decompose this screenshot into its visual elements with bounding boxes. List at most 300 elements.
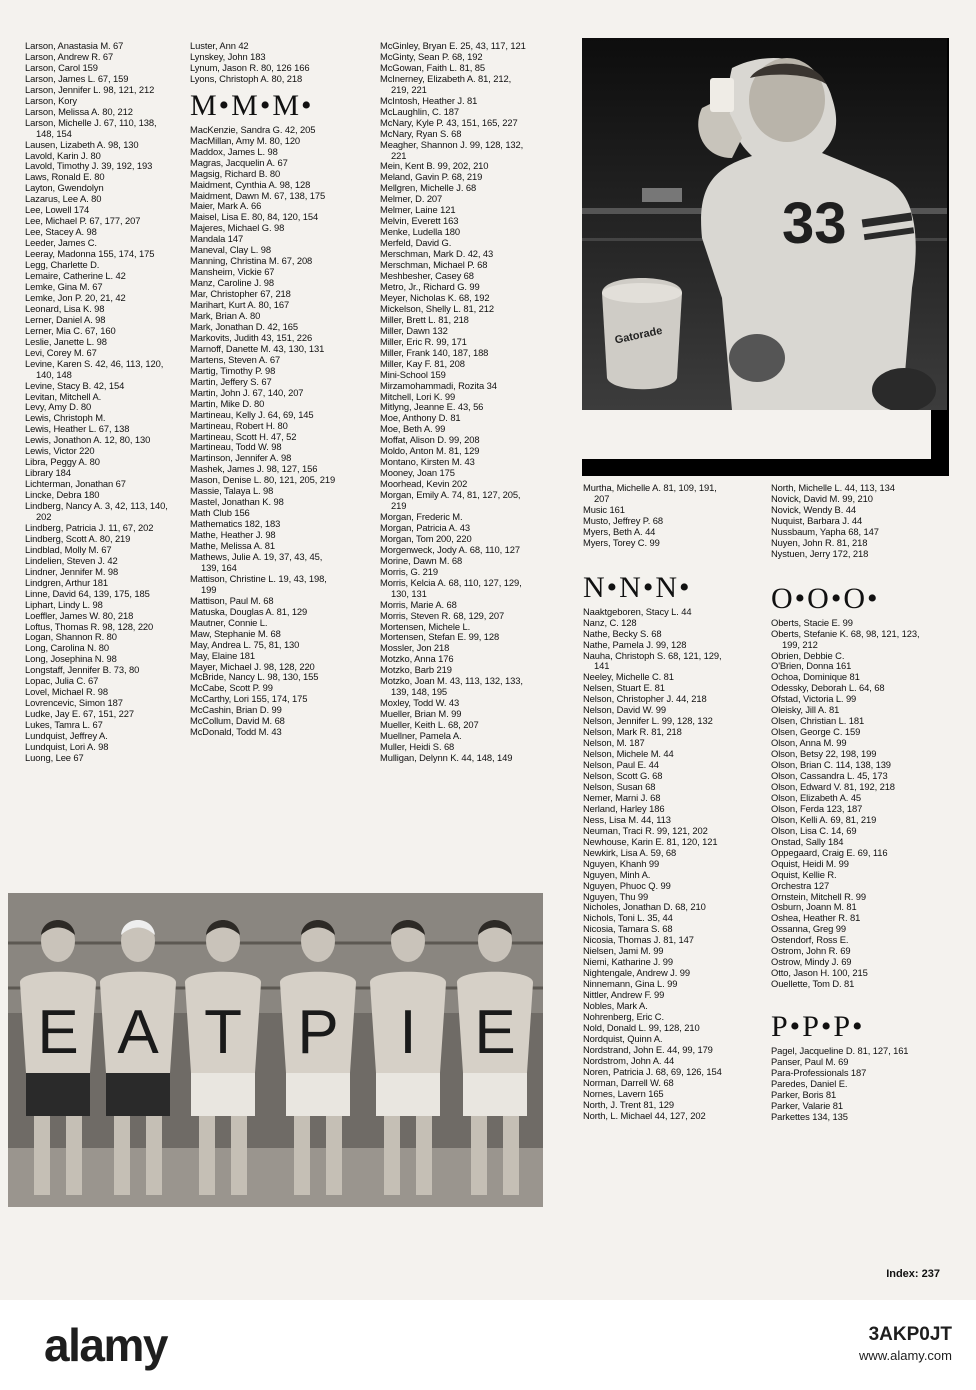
index-entry: Para-Professionals 187 [771,1066,867,1078]
index-entry: Metro, Jr., Richard G. 99 [380,280,480,292]
index-entry: Panser, Paul M. 69 [771,1056,849,1068]
index-entry: Martineau, Robert H. 80 [190,419,288,431]
index-entry: Nathe, Pamela J. 99, 128 [583,638,687,650]
index-entry: Leonard, Lisa K. 98 [25,302,105,314]
index-entry: Larson, Andrew R. 67 [25,50,114,62]
index-entry: Nelsen, Stuart E. 81 [583,682,665,694]
index-entry: Ostrom, John R. 69 [771,945,851,957]
index-entry: Paredes, Daniel E. [771,1077,848,1089]
index-entry: Lindberg, Patricia J. 11, 67, 202 [25,521,154,533]
index-entry: Ninnemann, Gina L. 99 [583,978,678,990]
index-entry: Mathematics 182, 183 [190,518,281,530]
index-entry: Melvin, Everett 163 [380,215,459,227]
index-entry: Mueller, Keith L. 68, 207 [380,719,479,731]
index-entry: May, Elaine 181 [190,649,256,661]
index-entry: Noren, Patricia J. 68, 69, 126, 154 [583,1065,722,1077]
index-entry: Olson, Ferda 123, 187 [771,802,863,814]
index-column-3 [380,41,580,764]
index-entry: Martinson, Jennifer A. 98 [190,452,292,464]
index-entry: Mansheim, Vickie 67 [190,266,275,278]
index-entry: Myers, Torey C. 99 [583,536,660,548]
index-entry: Lindberg, Nancy A. 3, 42, 113, 140, [25,500,168,512]
index-entry: Maidment, Cynthia A. 98, 128 [190,178,311,190]
index-entry: Nguyen, Phuoc Q. 99 [583,879,671,891]
index-entry: McDonald, Todd M. 43 [190,726,282,738]
index-entry: Lukes, Tamra L. 67 [25,719,103,731]
index-entry: Nornes, Lavern 165 [583,1087,664,1099]
chest-letter: I [399,998,417,1067]
page-footer: Index: 237 [886,1268,940,1280]
index-entry: Magras, Jacquelin A. 67 [190,156,288,168]
index-entry: Motzko, Barb 219 [380,664,452,676]
index-entry: Luong, Lee 67 [25,751,84,763]
index-entry: Orchestra 127 [771,879,830,891]
index-entry: Leslie, Janette L. 98 [25,335,107,347]
index-entry: Lerner, Daniel A. 98 [25,313,106,325]
index-entry: Nguyen, Minh A. [583,868,651,880]
index-entry: Neeley, Michelle C. 81 [583,671,674,683]
index-entry: Levy, Amy D. 80 [25,401,92,413]
index-entry: Mortensen, Michele L. [380,620,471,632]
index-entry: Olson, Cassandra L. 45, 173 [771,770,888,782]
index-entry: Martineau, Todd W. 98 [190,441,282,453]
index-entry: Nelson, Michele M. 44 [583,748,674,760]
index-entry: Levine, Karen S. 42, 46, 113, 120, [25,357,164,369]
index-entry: Maw, Stephanie M. 68 [190,627,281,639]
index-entry: Nobles, Mark A. [583,1000,648,1012]
index-entry: Miller, Frank 140, 187, 188 [380,346,489,358]
index-entry: Mirzamohammadi, Rozita 34 [380,379,497,391]
index-entry: McIntosh, Heather J. 81 [380,94,478,106]
index-entry: Parkettes 134, 135 [771,1110,848,1122]
index-entry: Nathe, Becky S. 68 [583,627,662,639]
index-entry: Logan, Shannon R. 80 [25,631,117,643]
index-entry: 221 [391,149,407,161]
index-entry: Mellgren, Michelle J. 68 [380,182,477,194]
index-entry: Neuman, Traci R. 99, 121, 202 [583,824,708,836]
index-entry: Pagel, Jacqueline D. 81, 127, 161 [771,1045,909,1057]
index-entry: Lindgren, Arthur 181 [25,576,108,588]
index-entry: Mitlyng, Jeanne E. 43, 56 [380,401,484,413]
index-entry: McCabe, Scott P. 99 [190,682,273,694]
football-player-photo [582,38,947,410]
index-entry: Martig, Timothy P. 98 [190,364,276,376]
cooler-label: Gatorade [613,324,664,347]
index-entry: Marnoff, Danette M. 43, 130, 131 [190,342,325,354]
index-entry: Lazarus, Lee A. 80 [25,193,102,205]
index-entry: Larson, James L. 67, 159 [25,72,129,84]
index-entry: Mickelson, Shelly L. 81, 212 [380,302,494,314]
index-entry: Mark, Brian A. 80 [190,310,261,322]
index-entry: Nicosia, Tamara S. 68 [583,923,673,935]
index-entry: Levitan, Mitchell A. [25,390,102,402]
index-entry: Morgan, Frederic M. [380,510,463,522]
index-entry: Moe, Beth A. 99 [380,423,446,435]
index-entry: Music 161 [583,503,625,515]
index-entry: North, J. Trent 81, 129 [583,1098,674,1110]
index-entry: Myers, Beth A. 44 [583,525,656,537]
index-entry: Merschman, Mark D. 42, 43 [380,248,494,260]
index-entry: McNary, Kyle P. 43, 151, 165, 227 [380,116,518,128]
index-entry: Levi, Corey M. 67 [25,346,97,358]
index-entry: Mashek, James J. 98, 127, 156 [190,463,318,475]
index-entry: McInerney, Elizabeth A. 81, 212, [380,72,512,84]
index-entry: Morgan, Emily A. 74, 81, 127, 205, [380,489,521,501]
index-entry: Nicholes, Jonathan D. 68, 210 [583,901,706,913]
index-entry: Larson, Carol 159 [25,61,98,73]
index-entry: Martin, Mike D. 80 [190,397,265,409]
index-entry: 199 [201,583,217,595]
index-entry: Majeres, Michael G. 98 [190,222,285,234]
index-entry: Moorhead, Kevin 202 [380,478,468,490]
index-entry: Ossanna, Greg 99 [771,923,847,935]
index-entry: Olson, Elizabeth A. 45 [771,791,862,803]
index-entry: Loeffler, James W. 80, 218 [25,609,134,621]
index-entry: Lincke, Debra 180 [25,489,100,501]
index-entry: Matuska, Douglas A. 81, 129 [190,605,308,617]
index-entry: Olson, Betsy 22, 198, 199 [771,748,877,760]
index-entry: Lindner, Jennifer M. 98 [25,565,119,577]
index-entry: Nelson, Paul E. 44 [583,759,659,771]
index-entry: Moldo, Anton M. 81, 129 [380,445,480,457]
index-entry: Nittler, Andrew F. 99 [583,989,665,1001]
section-header-p: P•P•P• [771,1010,865,1044]
index-column-2 [190,41,370,738]
index-entry: Lavold, Karin J. 80 [25,149,101,161]
index-entry: Nuquist, Barbara J. 44 [771,514,863,526]
index-entry: Meland, Gavin P. 68, 219 [380,171,483,183]
index-entry: Larson, Jennifer L. 98, 121, 212 [25,83,155,95]
index-entry: 148, 154 [36,127,72,139]
index-entry: Lewis, Heather L. 67, 138 [25,423,130,435]
eat-pie-group-photo [8,893,543,1207]
index-entry: Olsen, Christian L. 181 [771,715,865,727]
index-entry: Lemke, Jon P. 20, 21, 42 [25,291,126,303]
index-entry: Longstaff, Jennifer B. 73, 80 [25,664,140,676]
chest-letter: A [117,998,159,1067]
index-entry: Lindblad, Molly M. 67 [25,543,112,555]
index-entry: Long, Carolina N. 80 [25,642,109,654]
index-entry: McGinley, Bryan E. 25, 43, 117, 121 [380,40,526,51]
index-entry: Parker, Valarie 81 [771,1099,844,1111]
index-entry: Mautner, Connie L. [190,616,268,628]
index-entry: Nguyen, Khanh 99 [583,857,660,869]
index-entry: Oleisky, Jill A. 81 [771,704,840,716]
index-entry: Larson, Anastasia M. 67 [25,40,124,51]
index-entry: Oberts, Stefanie K. 68, 98, 121, 123, [771,627,920,639]
football-photo-illustration [582,38,947,410]
index-entry: Niemi, Katharine J. 99 [583,956,674,968]
index-entry: Nystuen, Jerry 172, 218 [771,547,869,559]
index-entry: Liphart, Lindy L. 98 [25,598,103,610]
index-entry: 139, 148, 195 [391,686,448,698]
index-entry: Ostendorf, Ross E. [771,934,849,946]
index-entry: Nightengale, Andrew J. 99 [583,967,690,979]
index-entry: Lee, Stacey A. 98 [25,226,97,238]
index-entry: McCarthy, Lori 155, 174, 175 [190,693,308,705]
index-entry: Morris, Steven R. 68, 129, 207 [380,609,505,621]
index-entry: Long, Josephina N. 98 [25,653,117,665]
index-entry: Moxley, Todd W. 43 [380,697,460,709]
index-entry: 219 [391,500,407,512]
index-entry: Markovits, Judith 43, 151, 226 [190,331,313,343]
index-entry: Mossler, Jon 218 [380,642,450,654]
index-entry: Lopac, Julia C. 67 [25,675,99,687]
index-entry: Meagher, Shannon J. 99, 128, 132, [380,138,524,150]
index-entry: 219, 221 [391,83,427,95]
index-entry: Manz, Caroline J. 98 [190,277,274,289]
index-entry: Lewis, Victor 220 [25,445,95,457]
index-entry: Morgan, Patricia A. 43 [380,521,471,533]
index-entry: Oshea, Heather R. 81 [771,912,861,924]
index-entry: Martineau, Kelly J. 64, 69, 145 [190,408,314,420]
index-entry: Mattison, Paul M. 68 [190,594,274,606]
index-entry: Oppegaard, Craig E. 69, 116 [771,846,888,858]
index-entry: Odessky, Deborah L. 64, 68 [771,682,885,694]
index-entry: Osburn, Joann M. 81 [771,901,857,913]
stock-image-id: 3AKP0JT [868,1324,952,1345]
index-entry: Nelson, David W. 99 [583,704,667,716]
index-entry: Martineau, Scott H. 47, 52 [190,430,297,442]
index-entry: Mein, Kent B. 99, 202, 210 [380,160,489,172]
index-entry: Loftus, Thomas R. 98, 128, 220 [25,620,154,632]
index-entry: Morgenweck, Jody A. 68, 110, 127 [380,543,520,555]
index-entry: Nordstrand, John E. 44, 99, 179 [583,1043,713,1055]
index-entry: McGinty, Sean P. 68, 192 [380,50,483,62]
index-entry: Meyer, Nicholas K. 68, 192 [380,291,490,303]
index-entry: Nold, Donald L. 99, 128, 210 [583,1021,700,1033]
index-entry: Library 184 [25,467,71,479]
index-entry: 139, 164 [201,561,237,573]
index-entry: Lausen, Lizabeth A. 98, 130 [25,138,139,150]
index-entry: Nauha, Christoph S. 68, 121, 129, [583,649,722,661]
index-entry: Mandala 147 [190,233,244,245]
section-header-m: M•M•M• [190,88,314,122]
index-entry: Mathe, Heather J. 98 [190,529,276,541]
stock-info [859,1324,952,1366]
index-entry: Miller, Brett L. 81, 218 [380,313,469,325]
chest-letter: T [204,998,242,1067]
index-entry: Mulligan, Delynn K. 44, 148, 149 [380,751,513,763]
index-entry: McGowan, Faith L. 81, 85 [380,61,485,73]
index-entry: Miller, Dawn 132 [380,324,448,336]
index-entry: Oquist, Heidi M. 99 [771,857,849,869]
index-entry: Leeder, James C. [25,237,97,249]
index-entry: Lerner, Mia C. 67, 160 [25,324,116,336]
index-entry: Norman, Darrell W. 68 [583,1076,674,1088]
index-entry: Nelson, Susan 68 [583,780,656,792]
index-entry: McBride, Nancy L. 98, 130, 155 [190,671,319,683]
index-entry: Mattison, Christine L. 19, 43, 198, [190,572,327,584]
index-entry: Nguyen, Thu 99 [583,890,649,902]
index-entry: Naaktgeboren, Stacy L. 44 [583,605,692,617]
index-entry: Layton, Gwendolyn [25,182,104,194]
index-entry: Lyons, Christoph A. 80, 218 [190,72,303,84]
index-entry: Lynum, Jason R. 80, 126 166 [190,61,310,73]
index-entry: Nelson, Jennifer L. 99, 128, 132 [583,715,713,727]
index-entry: Magsig, Richard B. 80 [190,167,281,179]
index-entry: Maier, Mark A. 66 [190,200,262,212]
index-entry: Morris, Kelcia A. 68, 110, 127, 129, [380,576,522,588]
index-entry: Mathe, Melissa A. 81 [190,540,276,552]
index-entry: Lee, Lowell 174 [25,204,90,216]
photo-frame-bar-bottom [582,459,949,476]
index-entry: Obrien, Debbie C. [771,649,845,661]
index-entry: Mooney, Joan 175 [380,467,455,479]
index-entry: Leeray, Madonna 155, 174, 175 [25,248,155,260]
index-entry: McCollum, David M. 68 [190,715,285,727]
index-entry: O'Brien, Donna 161 [771,660,852,672]
index-entry: 130, 131 [391,587,427,599]
index-entry: Morris, Marie A. 68 [380,598,457,610]
index-entry: Newkirk, Lisa A. 59, 68 [583,846,677,858]
index-entry: Nielsen, Jami M. 99 [583,945,664,957]
index-entry: Levine, Stacy B. 42, 154 [25,379,125,391]
index-entry: Ness, Lisa M. 44, 113 [583,813,671,825]
index-entry: Mortensen, Stefan E. 99, 128 [380,631,500,643]
index-entry: Lynskey, John 183 [190,50,266,62]
alamy-logo: alamy [44,1319,167,1371]
index-entry: Miller, Eric R. 99, 171 [380,335,467,347]
index-entry: Morris, G. 219 [380,565,438,577]
index-entry: Maddox, James L. 98 [190,145,278,157]
section-header-o: O•O•O• [771,581,880,615]
index-entry: Lee, Michael P. 67, 177, 207 [25,215,141,227]
index-entry: Mar, Christopher 67, 218 [190,288,291,300]
index-entry: Melmer, Laine 121 [380,204,456,216]
index-entry: Luster, Ann 42 [190,40,249,51]
index-entry: 140, 148 [36,368,72,380]
index-entry: 207 [594,492,610,504]
index-entry: Menke, Ludella 180 [380,226,461,238]
index-entry: Olson, Anna M. 99 [771,737,847,749]
index-entry: Nerland, Harley 186 [583,802,665,814]
index-entry: Mini-School 159 [380,368,446,380]
index-entry: Nordquist, Quinn A. [583,1032,663,1044]
index-entry: Ostrow, Mindy J. 69 [771,956,852,968]
index-entry: Morine, Dawn M. 68 [380,554,463,566]
index-entry: Merfeld, David G. [380,237,452,249]
index-entry: Larson, Michelle J. 67, 110, 138, [25,116,157,128]
index-entry: Martens, Steven A. 67 [190,353,281,365]
index-entry: Lichterman, Jonathan 67 [25,478,126,490]
index-entry: Lovrencevic, Simon 187 [25,697,123,709]
index-entry: Newhouse, Karin E. 81, 120, 121 [583,835,718,847]
index-entry: Math Club 156 [190,507,250,519]
chest-letter: E [474,998,516,1067]
index-entry: Oberts, Stacie E. 99 [771,616,853,628]
index-entry: May, Andrea L. 75, 81, 130 [190,638,300,650]
index-entry: Mitchell, Lori K. 99 [380,390,456,402]
index-entry: Motzko, Joan M. 43, 113, 132, 133, [380,675,523,687]
index-entry: Larson, Kory [25,94,77,106]
index-entry: Nordstrom, John A. 44 [583,1054,675,1066]
index-entry: Lindelien, Steven J. 42 [25,554,118,566]
index-entry: Massie, Talaya L. 98 [190,485,274,497]
index-entry: Lundquist, Jeffrey A. [25,730,108,742]
index-entry: Nohrenberg, Eric C. [583,1010,664,1022]
index-entry: Nelson, Mark R. 81, 218 [583,726,682,738]
index-entry: Linne, David 64, 139, 175, 185 [25,587,150,599]
index-entry: Lindberg, Scott A. 80, 219 [25,532,131,544]
index-entry: Lewis, Christoph M. [25,412,106,424]
section-header-n: N•N•N• [583,570,692,604]
index-entry: Lovel, Michael R. 98 [25,686,108,698]
index-entry: Ouellette, Tom D. 81 [771,978,855,990]
index-entry: North, L. Michael 44, 127, 202 [583,1109,706,1121]
index-entry: Mueller, Brian M. 99 [380,708,462,720]
index-entry: 202 [36,510,52,522]
index-entry: Olson, Brian C. 114, 138, 139 [771,759,891,771]
index-entry: Lundquist, Lori A. 98 [25,741,109,752]
index-entry: Ofstad, Victoria L. 99 [771,693,857,705]
index-entry: Legg, Charlette D. [25,259,100,271]
index-entry: North, Michelle L. 44, 113, 134 [771,482,895,493]
index-entry: Ludke, Jay E. 67, 151, 227 [25,708,134,720]
eat-pie-photo-illustration [8,893,543,1207]
index-column-1 [25,41,195,764]
index-entry: Miller, Kay F. 81, 208 [380,357,465,369]
index-entry: Novick, David M. 99, 210 [771,492,873,504]
index-entry: Nelson, M. 187 [583,737,645,749]
index-entry: Meshbesher, Casey 68 [380,270,474,282]
index-entry: McNary, Ryan S. 68 [380,127,462,139]
index-entry: Marihart, Kurt A. 80, 167 [190,299,290,311]
index-entry: Oquist, Kellie R. [771,868,837,880]
index-entry: Lemke, Gina M. 67 [25,280,103,292]
index-entry: MacMillan, Amy M. 80, 120 [190,134,301,146]
index-entry: Nelson, Scott G. 68 [583,770,663,782]
index-entry: Nussbaum, Yapha 68, 147 [771,525,879,537]
index-entry: Novick, Wendy B. 44 [771,503,856,515]
index-entry: Nelson, Christopher J. 44, 218 [583,693,707,705]
index-entry: Motzko, Anna 176 [380,653,454,665]
index-entry: Lemaire, Catherine L. 42 [25,270,126,282]
index-entry: Onstad, Sally 184 [771,835,844,847]
index-entry: Manning, Christina M. 67, 208 [190,255,313,267]
index-entry: Ornstein, Mitchell R. 99 [771,890,867,902]
index-entry: Moffat, Alison D. 99, 208 [380,434,480,446]
index-entry: Mayer, Michael J. 98, 128, 220 [190,660,315,672]
index-entry: Parker, Boris 81 [771,1088,837,1100]
index-entry: Maidment, Dawn M. 67, 138, 175 [190,189,326,201]
index-entry: Murtha, Michelle A. 81, 109, 191, [583,482,717,493]
index-entry: Ochoa, Dominique 81 [771,671,860,683]
index-entry: Muller, Heidi S. 68 [380,741,455,752]
index-entry: Melmer, D. 207 [380,193,443,205]
index-entry: Mason, Denise L. 80, 121, 205, 219 [190,474,336,486]
index-entry: Nichols, Toni L. 35, 44 [583,912,673,924]
index-column-4 [583,483,753,1122]
index-entry: Olson, Edward V. 81, 192, 218 [771,780,895,792]
stock-url: www.alamy.com [859,1348,952,1363]
index-entry: 199, 212 [782,638,818,650]
index-entry: Nicosia, Thomas J. 81, 147 [583,934,694,946]
index-entry: Moe, Anthony D. 81 [380,412,461,424]
index-entry: Olsen, George C. 159 [771,726,861,738]
index-entry: Lewis, Jonathon A. 12, 80, 130 [25,434,151,446]
index-entry: Merschman, Michael P. 68 [380,259,488,271]
index-entry: Morgan, Tom 200, 220 [380,532,472,544]
index-entry: Maneval, Clay L. 98 [190,244,271,256]
index-entry: Mathews, Julie A. 19, 37, 43, 45, [190,550,323,562]
index-entry: Mastel, Jonathan K. 98 [190,496,284,508]
index-entry: Musto, Jeffrey P. 68 [583,514,663,526]
index-entry: Nanz, C. 128 [583,616,637,628]
index-entry: Maisel, Lisa E. 80, 84, 120, 154 [190,211,319,223]
stock-watermark-bar [0,1300,976,1390]
index-entry: McCashin, Brian D. 99 [190,704,282,716]
